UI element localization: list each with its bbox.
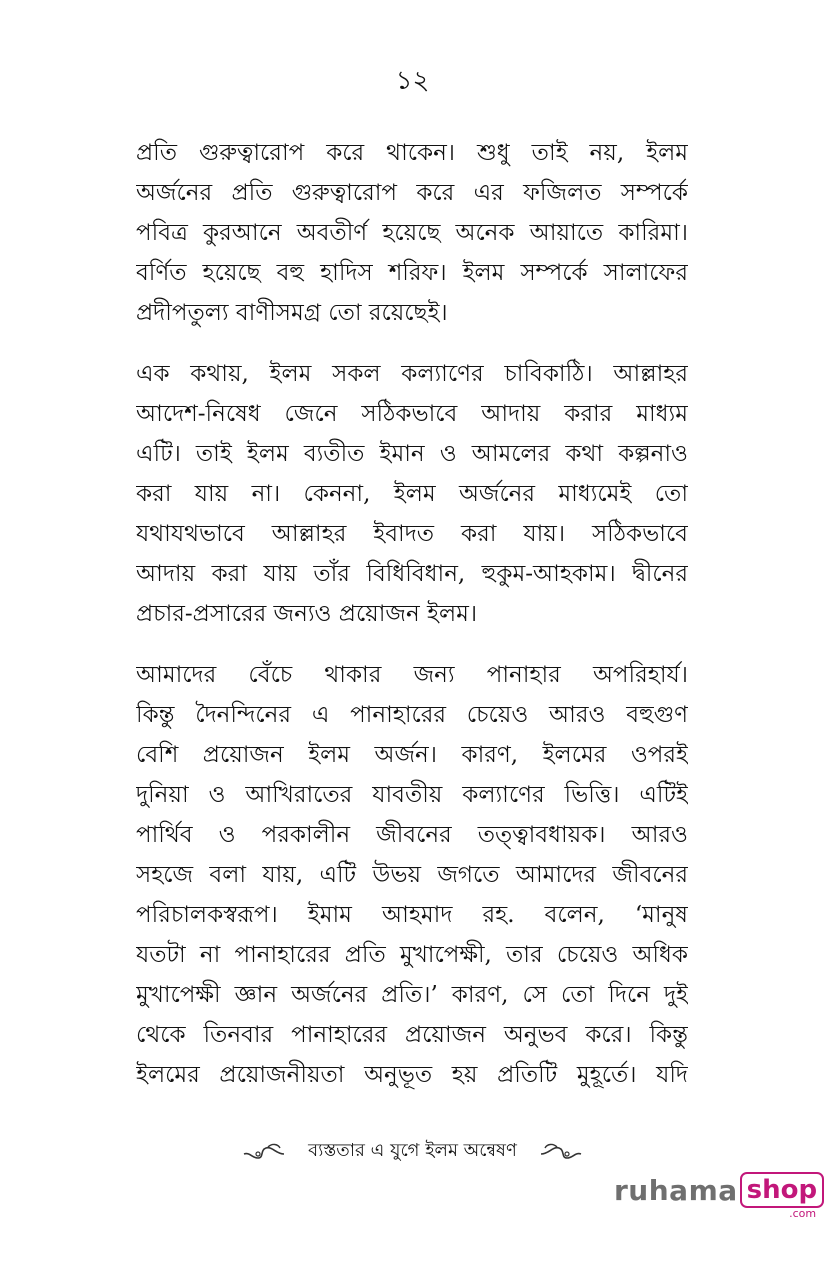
logo-domain: .com	[789, 1207, 817, 1220]
text-line: বর্ণিত হয়েছে বহু হাদিস শরিফ। ইলম সম্পর্কে সালাফের	[136, 260, 688, 286]
logo-word: ruhama	[614, 1173, 738, 1207]
text-line: এটি। তাই ইলম ব্যতীত ইমান ও আমলের কথা কল্পনাও	[136, 441, 688, 467]
text-line: পার্থিব ও পরকালীন জীবনের তত্ত্বাবধায়ক। আরও	[136, 822, 688, 848]
logo-wordmark	[614, 1172, 824, 1208]
ruhamashop-logo	[614, 1172, 824, 1220]
text-line: দুনিয়া ও আখিরাতের যাবতীয় কল্যাণের ভিত্তি। এটিই	[136, 782, 688, 808]
left-flourish-icon	[242, 1140, 286, 1164]
text-line: আমাদের বেঁচে থাকার জন্য পানাহার অপরিহার্য।	[136, 662, 688, 688]
body-text	[136, 133, 688, 1116]
text-line: যথাযথভাবে আল্লাহর ইবাদত করা যায়। সঠিকভাবে	[136, 521, 688, 547]
text-line: যতটা না পানাহারের প্রতি মুখাপেক্ষী, তার চেয়েও অধিক	[136, 942, 688, 968]
text-line: পবিত্র কুরআনে অবতীর্ণ হয়েছে অনেক আয়াতে কারিমা।	[136, 220, 688, 246]
text-line: আদায় করা যায় তাঁর বিধিবিধান, হুকুম-আহকাম। দ্বীনের	[136, 561, 688, 587]
text-line: বেশি প্রয়োজন ইলম অর্জন। কারণ, ইলমের ওপরই	[136, 742, 688, 768]
text-line: অর্জনের প্রতি গুরুত্বারোপ করে এর ফজিলত সম্পর্কে	[136, 180, 688, 206]
text-line: এক কথায়, ইলম সকল কল্যাণের চাবিকাঠি। আল্লাহর	[136, 361, 688, 387]
text-line: কিন্তু দৈনন্দিনের এ পানাহারের চেয়েও আরও বহুগুণ	[136, 702, 688, 728]
text-line: ইলমের প্রয়োজনীয়তা অনুভূত হয় প্রতিটি মুহূর্তে। যদি	[136, 1062, 688, 1088]
running-footer	[0, 1136, 825, 1167]
book-title: ব্যস্ততার এ যুগে ইলম অন্বেষণ	[308, 1140, 517, 1161]
logo-shop-box: shop	[740, 1172, 824, 1208]
text-line: করা যায় না। কেননা, ইলম অর্জনের মাধ্যমেই তো	[136, 481, 688, 507]
text-line: প্রদীপতুল্য বাণীসমগ্র তো রয়েছেই।	[136, 300, 448, 326]
paragraph-1	[136, 133, 688, 333]
right-flourish-icon	[539, 1140, 583, 1164]
text-line: সহজে বলা যায়, এটি উভয় জগতে আমাদের জীবনের	[136, 862, 688, 888]
text-line: প্রতি গুরুত্বারোপ করে থাকেন। শুধু তাই নয়, ইলম	[136, 140, 688, 166]
paragraph-3	[136, 655, 688, 1095]
text-line: আদেশ-নিষেধ জেনে সঠিকভাবে আদায় করার মাধ্যম	[136, 401, 688, 427]
text-line: পরিচালকস্বরূপ। ইমাম আহমাদ রহ. বলেন, ‘মানুষ	[136, 902, 688, 928]
page-number: ১২	[395, 66, 430, 96]
paragraph-2	[136, 354, 688, 634]
text-line: মুখাপেক্ষী জ্ঞান অর্জনের প্রতি।’ কারণ, সে তো দিনে দুই	[136, 982, 688, 1008]
text-line: প্রচার-প্রসারের জন্যও প্রয়োজন ইলম।	[136, 601, 478, 627]
text-line: থেকে তিনবার পানাহারের প্রয়োজন অনুভব করে। কিন্তু	[136, 1022, 688, 1048]
